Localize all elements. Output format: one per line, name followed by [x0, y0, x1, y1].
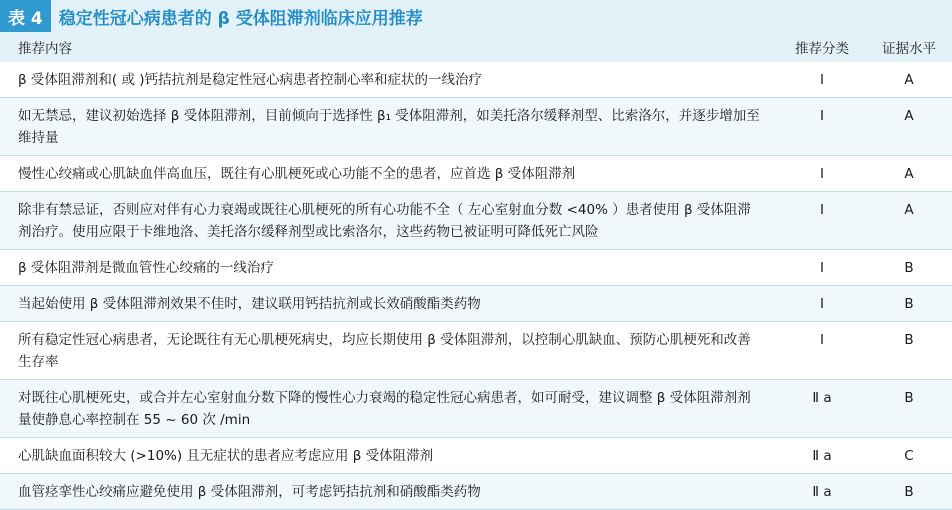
- row-content: 心肌缺血面积较大 (>10%) 且无症状的患者应考虑应用 β 受体阻滞剂: [18, 448, 434, 464]
- table-title: 稳定性冠心病患者的 β 受体阻滞剂临床应用推荐: [58, 8, 423, 29]
- row-level: A: [904, 72, 914, 88]
- row-content: 对既往心肌梗死史，或合并左心室射血分数下降的慢性心力衰竭的稳定性冠心病患者，如可耐受，建议调整 β 受体阻滞剂剂量使静息心率控制在 55 ~ 60 次 /min: [18, 390, 751, 428]
- row-level: B: [904, 484, 914, 500]
- row-content: 所有稳定性冠心病患者，无论既往有无心肌梗死病史，均应长期使用 β 受体阻滞剂，以控制心肌缺血、预防心肌梗死和改善生存率: [18, 332, 751, 370]
- row-class: I: [820, 296, 824, 312]
- table-row: [0, 192, 952, 250]
- row-level: A: [904, 108, 914, 124]
- row-content: 慢性心绞痛或心肌缺血伴高血压，既往有心肌梗死或心功能不全的患者，应首选 β 受体阻滞剂: [18, 166, 576, 182]
- table-row: [0, 438, 952, 474]
- row-class: Ⅱ a: [812, 390, 832, 406]
- recommendation-table: [0, 32, 952, 510]
- row-class: I: [820, 72, 824, 88]
- row-level: B: [904, 260, 914, 276]
- row-class: Ⅱ a: [812, 448, 832, 464]
- row-level: B: [904, 332, 914, 348]
- row-content: 如无禁忌，建议初始选择 β 受体阻滞剂，目前倾向于选择性 β₁ 受体阻滞剂，如美托洛尔缓释剂型、比索洛尔，并逐步增加至维持量: [18, 108, 760, 146]
- row-class: I: [820, 166, 824, 182]
- table-row: [0, 250, 952, 286]
- row-level: B: [904, 296, 914, 312]
- table-row: [0, 98, 952, 156]
- table-row: [0, 286, 952, 322]
- row-level: B: [904, 390, 914, 406]
- row-class: I: [820, 108, 824, 124]
- row-level: A: [904, 166, 914, 182]
- table-row: [0, 474, 952, 510]
- table-row: [0, 156, 952, 192]
- table-row: [0, 380, 952, 438]
- row-level: A: [904, 202, 914, 218]
- row-content: 血管痉挛性心绞痛应避免使用 β 受体阻滞剂，可考虑钙拮抗剂和硝酸酯类药物: [18, 484, 481, 500]
- row-content: β 受体阻滞剂是微血管性心绞痛的一线治疗: [18, 260, 274, 276]
- row-class: I: [820, 260, 824, 276]
- row-content: 除非有禁忌证，否则应对伴有心力衰竭或既往心肌梗死的所有心功能不全（ 左心室射血分数 <40% ）患者使用 β 受体阻滞剂治疗。使用应限于卡维地洛、美托洛尔缓释剂型或比索洛尔，这些药物已被证明可降低死亡风险: [18, 202, 751, 240]
- table-row: [0, 62, 952, 98]
- header-level: 证据水平: [882, 41, 936, 57]
- table-caption: [0, 0, 952, 32]
- row-class: I: [820, 202, 824, 218]
- row-class: Ⅱ a: [812, 484, 832, 500]
- row-level: C: [904, 448, 914, 464]
- header-content: 推荐内容: [18, 41, 72, 57]
- table-header-row: [0, 32, 952, 62]
- row-class: I: [820, 332, 824, 348]
- row-content: β 受体阻滞剂和( 或 )钙拮抗剂是稳定性冠心病患者控制心率和症状的一线治疗: [18, 72, 483, 88]
- row-content: 当起始使用 β 受体阻滞剂效果不佳时，建议联用钙拮抗剂或长效硝酸酯类药物: [18, 296, 481, 312]
- table-row: [0, 322, 952, 380]
- header-class: 推荐分类: [795, 41, 849, 57]
- table-number-tag: 表 4: [0, 0, 51, 32]
